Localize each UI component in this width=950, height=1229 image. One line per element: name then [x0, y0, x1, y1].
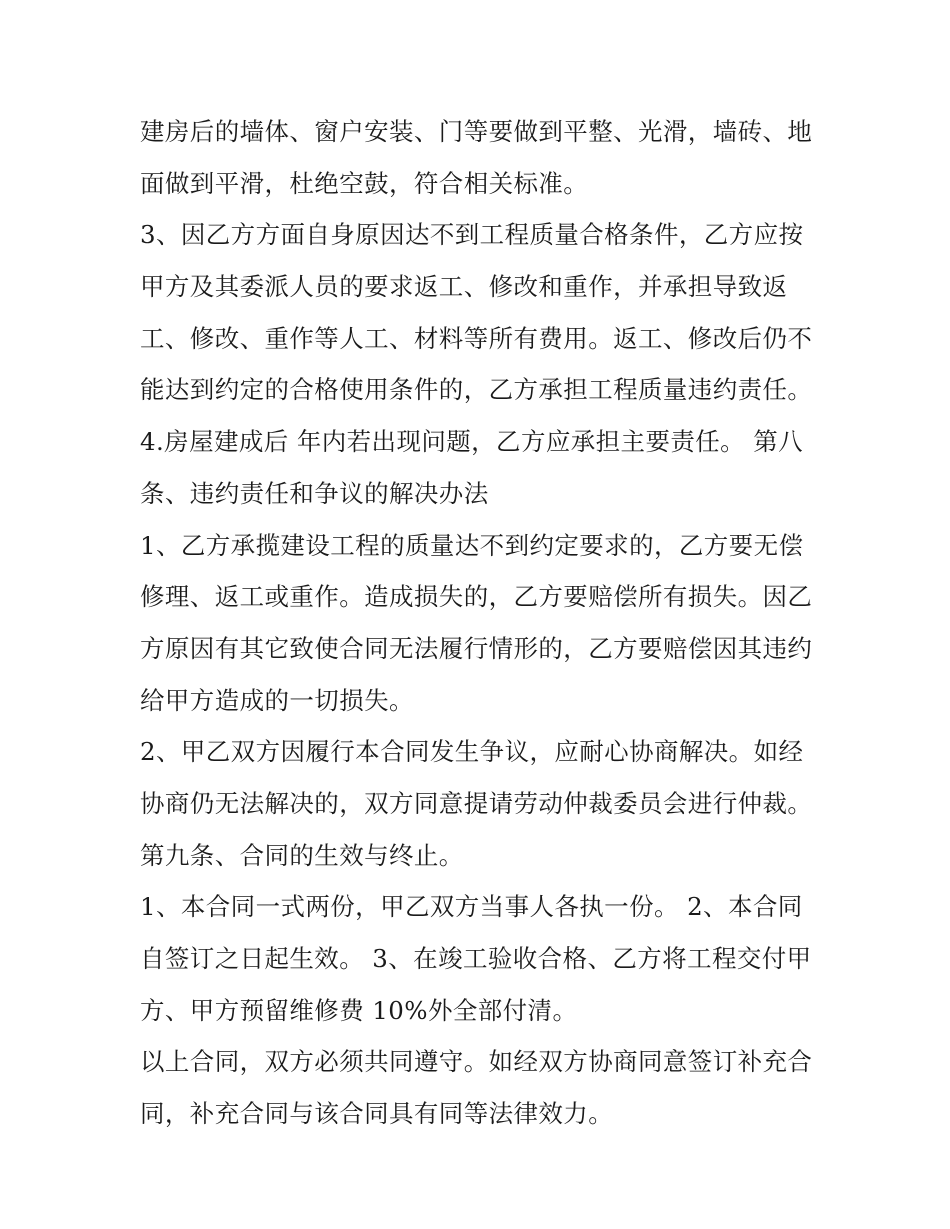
text-line: 工、修改、重作等人工、材料等所有费用。返工、修改后仍不 [140, 323, 813, 353]
text-line: 第九条、合同的生效与终止。 [140, 840, 464, 870]
text-line: 方原因有其它致使合同无法履行情形的，乙方要赔偿因其违约 [140, 633, 813, 663]
text-line: 面做到平滑，杜绝空鼓，符合相关标准。 [140, 168, 589, 198]
text-line: 甲方及其委派人员的要求返工、修改和重作，并承担导致返 [140, 272, 788, 302]
text-line: 1、本合同一式两份，甲乙双方当事人各执一份。 2、本合同 [140, 892, 803, 922]
text-line: 给甲方造成的一切损失。 [140, 685, 414, 715]
text-line: 修理、返工或重作。造成损失的，乙方要赔偿所有损失。因乙 [140, 582, 813, 612]
text-line: 1、乙方承揽建设工程的质量达不到约定要求的，乙方要无偿 [140, 530, 804, 560]
text-line: 条、违约责任和争议的解决办法 [140, 478, 489, 508]
text-line: 能达到约定的合格使用条件的，乙方承担工程质量违约责任。 [140, 375, 813, 405]
text-line: 同，补充合同与该合同具有同等法律效力。 [140, 1099, 614, 1129]
text-line: 2、甲乙双方因履行本合同发生争议，应耐心协商解决。如经 [140, 737, 804, 767]
text-line: 协商仍无法解决的，双方同意提请劳动仲裁委员会进行仲裁。 [140, 788, 813, 818]
text-line: 自签订之日起生效。 3、在竣工验收合格、乙方将工程交付甲 [140, 944, 812, 973]
text-line: 以上合同，双方必须共同遵守。如经双方协商同意签订补充合 [140, 1047, 813, 1077]
contract-body-text [140, 106, 820, 1140]
text-line: 4.房屋建成后 年内若出现问题，乙方应承担主要责任。 第八 [140, 427, 804, 457]
text-line: 方、甲方预留维修费 10%外全部付清。 [140, 995, 578, 1025]
text-line: 建房后的墙体、窗户安装、门等要做到平整、光滑，墙砖、地 [140, 117, 813, 146]
text-line: 3、因乙方方面自身原因达不到工程质量合格条件，乙方应按 [140, 220, 804, 250]
